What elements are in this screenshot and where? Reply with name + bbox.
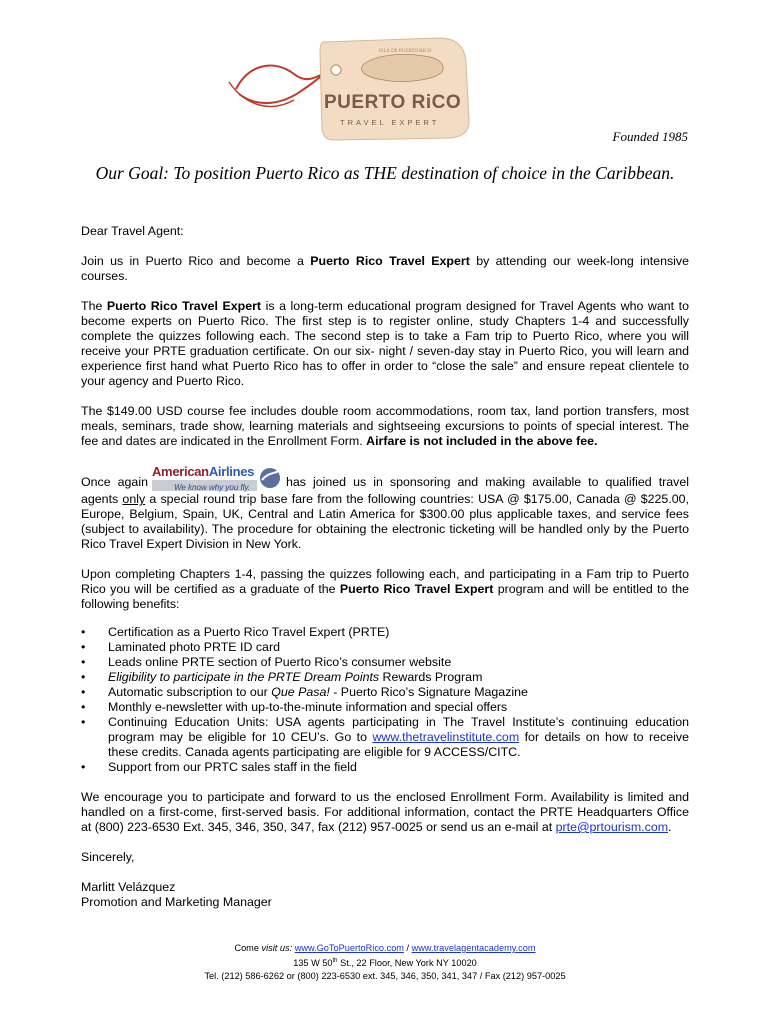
list-item: • Monthly e-newsletter with up-to-the-minute information and special offers (81, 700, 508, 714)
benefits-list (81, 625, 689, 775)
list-item: • Laminated photo PRTE ID card (81, 640, 280, 654)
globe-icon (258, 466, 282, 490)
signature-block (81, 880, 689, 910)
list-item: • Eligibility to participate in the PRTE Dream Points Rewards Program (81, 670, 483, 684)
signer-name: Marlitt Velázquez (81, 880, 176, 894)
list-item: • Certification as a Puerto Rico Travel Expert (PRTE) (81, 625, 390, 639)
paragraph-airline: Once again AmericanAirlines We know why you fly. has joined us in sponsoring and making available to qualified travel agents only a special round trip base fare from the following countries: USA @ $175.00, Canada @ $225.00, Europe, Belgium, Spain, UK, Central and Latin America for $300.00 plus applicable taxes, and service fees (subject to availability). The procedure for obtaining the electronic ticketing will be handled only by the Puerto Rico Travel Expert Division in New York. (81, 464, 689, 551)
luggage-tag-icon (224, 34, 474, 144)
footer-phone: Tel. (212) 586-6262 or (800) 223-6530 ext. 345, 346, 350, 341, 347 / Fax (212) 957-0025 (204, 971, 566, 982)
travelagentacademy-link[interactable]: www.travelagentacademy.com (411, 943, 536, 953)
puerto-rico-travel-expert-logo (224, 34, 474, 144)
paragraph-fee: The $149.00 USD course fee includes double room accommodations, room tax, land portion transfers, most meals, seminars, trade show, learning materials and sightseeing excursions to points of special interest. The fee and dates are indicated in the Enrollment Form. Airfare is not included in the above fee. (81, 404, 689, 448)
paragraph-encourage: We encourage you to participate and forward to us the enclosed Enrollment Form. Availability is limited and handled on a first-come, first-served basis. For additional information, contact the PRTE Headquarters Office at (800) 223-6530 Ext. 345, 346, 350, 347, fax (212) 957-0025 or send us an e-mail at prte@prtourism.com. (81, 790, 689, 834)
list-item: • Leads online PRTE section of Puerto Rico’s consumer website (81, 655, 452, 669)
letter-body (81, 224, 689, 925)
american-airlines-logo: AmericanAirlines We know why you fly. (152, 464, 282, 492)
paragraph-intro: Join us in Puerto Rico and become a Puerto Rico Travel Expert by attending our week-long intensive courses. (81, 254, 689, 283)
goal-heading: Our Goal: To position Puerto Rico as THE destination of choice in the Caribbean. (95, 163, 675, 183)
email-link[interactable]: prte@prtourism.com (555, 820, 669, 834)
closing: Sincerely, (81, 850, 135, 864)
logo-sub-text: TRAVEL EXPERT (340, 118, 440, 127)
greeting: Dear Travel Agent: (81, 224, 184, 238)
list-item: • Continuing Education Units: USA agents participating in The Travel Institute’s continuing education program may be eligible for 10 CEU’s. Go to www.thetravelinstitute.com for details on how to receive these credits. Canada agents participating are eligible for 9 ACCESS/CITC. (81, 715, 689, 759)
logo-brand-text: PUERTO RiCO (324, 92, 462, 113)
tag-header-text: ISLA DE PUERTO RICO (379, 49, 432, 54)
travel-institute-link[interactable]: www.thetravelinstitute.com (372, 730, 520, 744)
paragraph-certification: Upon completing Chapters 1-4, passing the quizzes following each, and participating in a Fam trip to Puerto Rico you will be certified as a graduate of the Puerto Rico Travel Expert program and will be entitled to the following benefits: (81, 567, 689, 611)
list-item: • Support from our PRTC sales staff in the field (81, 760, 357, 774)
gotopuertorico-link[interactable]: www.GoToPuertoRico.com (294, 943, 404, 953)
footer-links: Come visit us: www.GoToPuertoRico.com / www.travelagentacademy.com (234, 943, 536, 953)
footer-address: 135 W 50th St., 22 Floor, New York NY 10020 (293, 958, 477, 969)
list-item: • Automatic subscription to our Que Pasa! - Puerto Rico’s Signature Magazine (81, 685, 528, 699)
paragraph-program: The Puerto Rico Travel Expert is a long-term educational program designed for Travel Agents who want to become experts on Puerto Rico. The first step is to register online, study Chapters 1-4 and successfully complete the quizzes following each. The second step is to take a Fam trip to Puerto Rico, where you will receive your PRTE graduation certificate. On our six- night / seven-day stay in Puerto Rico, you will learn and experience first hand what Puerto Rico has to offer in order to “close the sale” and ensure repeat clientele to your agency and Puerto Rico. (81, 299, 689, 388)
founded-text: Founded 1985 (612, 129, 688, 144)
footer (0, 942, 770, 983)
signer-title: Promotion and Marketing Manager (81, 895, 272, 909)
